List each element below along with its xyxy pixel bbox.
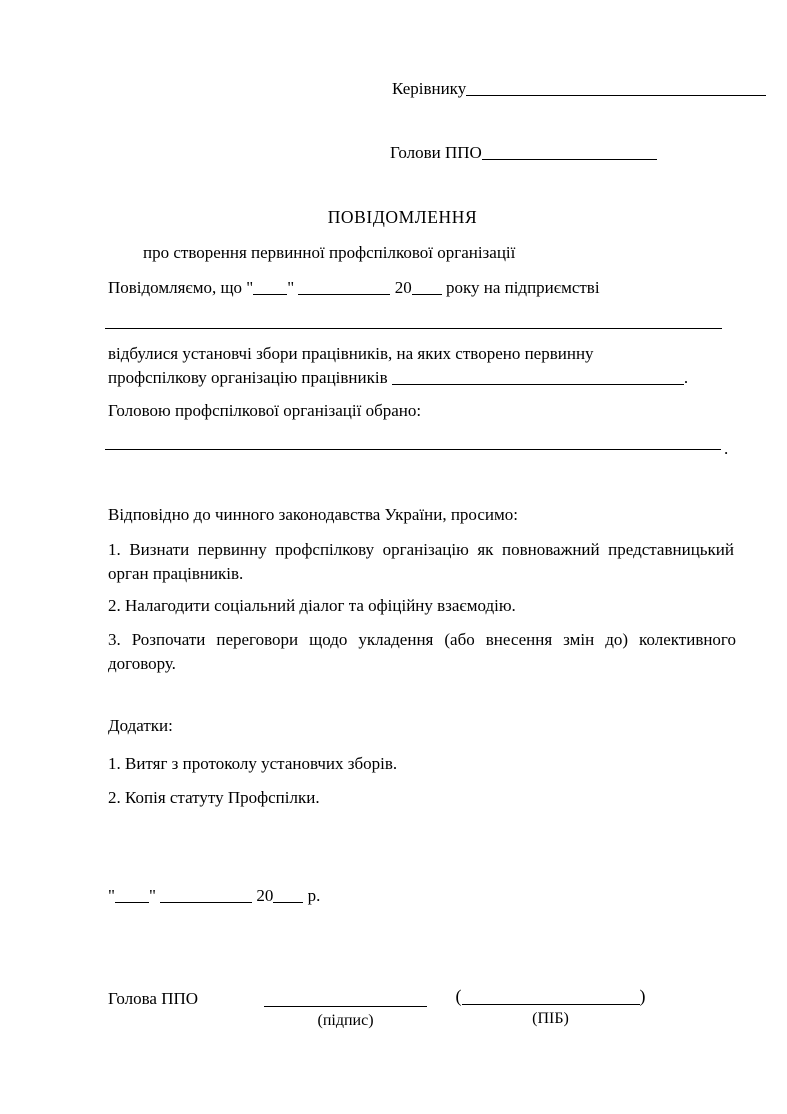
- signature-field-group: [263, 988, 428, 1032]
- signing-year-suffix: р.: [307, 886, 321, 905]
- legislation-intro: Відповідно до чинного законодавства України, просимо:: [108, 505, 518, 524]
- signing-month-blank[interactable]: [160, 889, 252, 903]
- addressee-manager-blank[interactable]: [466, 82, 766, 96]
- name-blank-row: [448, 988, 653, 1005]
- date-sentence-suffix: року на підприємстві: [445, 278, 600, 297]
- signing-year-blank[interactable]: [273, 889, 303, 903]
- attachment-item-2: 2. Копія статуту Профспілки.: [108, 788, 320, 807]
- paren-open: (: [455, 986, 462, 1006]
- name-caption: (ПІБ): [532, 1010, 569, 1028]
- signature-blank[interactable]: [264, 988, 427, 1007]
- year-blank[interactable]: [412, 281, 442, 295]
- organization-name-blank[interactable]: [392, 371, 684, 385]
- month-blank[interactable]: [298, 281, 390, 295]
- signing-day-blank[interactable]: [115, 889, 149, 903]
- name-blank[interactable]: [462, 988, 640, 1005]
- addressee-chair-blank[interactable]: [482, 146, 657, 160]
- addressee-manager-label: Керівнику: [392, 79, 467, 98]
- signing-date-quote-close: ": [148, 886, 156, 905]
- signature-role-label: Голова ППО: [108, 989, 199, 1008]
- year-prefix: 20: [394, 278, 412, 297]
- assembly-paragraph-line-2: [108, 366, 728, 390]
- request-item-3: 3. Розпочати переговори щодо укладення (або внесення змін до) колективного договору.: [108, 630, 736, 674]
- paren-close: ): [639, 986, 646, 1006]
- request-item-2: 2. Налагодити соціальний діалог та офіційну взаємодію.: [108, 596, 516, 615]
- signing-date-line: [108, 885, 733, 908]
- signing-date-quote-open: ": [108, 886, 115, 905]
- signing-year-prefix: 20: [256, 886, 274, 905]
- assembly-paragraph-line-2-text: профспілкову організацію працівників: [108, 368, 388, 388]
- request-item-1: 1. Визнати первинну профспілкову організацію як повноважний представницький орган працівників.: [108, 540, 734, 584]
- notification-date-sentence: [108, 277, 733, 300]
- document-title-text: ПОВІДОМЛЕННЯ: [327, 207, 478, 227]
- chair-elected-label: Головою профспілкової організації обрано:: [108, 401, 422, 420]
- date-sentence-quote-close: ": [287, 278, 295, 297]
- addressee-chair-label: Голови ППО: [390, 143, 482, 162]
- signature-caption: (підпис): [317, 1012, 374, 1029]
- enterprise-name-blank-rule[interactable]: [105, 328, 722, 329]
- document-subtitle: про створення первинної профспілкової організації: [143, 243, 516, 262]
- chair-name-period: .: [724, 439, 729, 458]
- date-sentence-prefix: Повідомляємо, що ": [108, 278, 254, 297]
- day-blank[interactable]: [253, 281, 287, 295]
- assembly-paragraph: [108, 342, 728, 390]
- assembly-paragraph-line-1: відбулися установчі збори працівників, на яких створено первинну: [108, 344, 594, 363]
- addressee-manager-line: [392, 78, 722, 101]
- document-title: [0, 206, 787, 230]
- attachments-heading: Додатки:: [108, 716, 173, 735]
- addressee-chair-line: [390, 142, 720, 165]
- name-field-group: [448, 988, 653, 1030]
- chair-name-blank-rule[interactable]: [105, 449, 721, 450]
- attachment-item-1: 1. Витяг з протоколу установчих зборів.: [108, 754, 398, 773]
- assembly-paragraph-period: .: [683, 368, 689, 388]
